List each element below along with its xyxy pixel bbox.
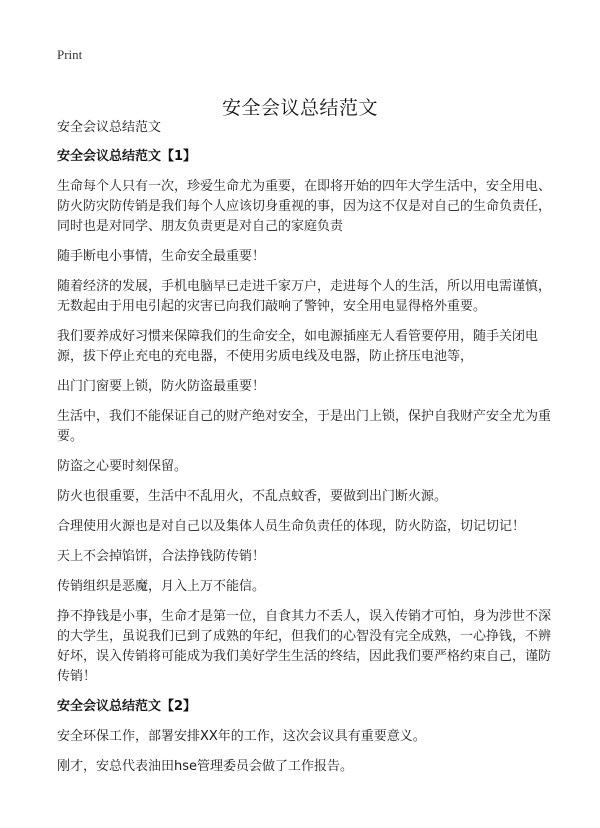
paragraph: 随着经济的发展，手机电脑早已走进千家万户，走进每个人的生活，所以用电需谨慎，无数起由于用电引起的灾害已向我们敲响了警钟，安全用电显得格外重要。	[57, 279, 552, 314]
paragraph: 随手断电小事情，生命安全最重要！	[57, 249, 266, 264]
paragraph: 生活中，我们不能保证自己的财产绝对安全，于是出门上锁，保护自我财产安全尤为重要。	[57, 409, 552, 444]
paragraph: 防盗之心要时刻保留。	[57, 459, 188, 474]
paragraph: 挣不挣钱是小事，生命才是第一位，自食其力不丢人，误入传销才可怕，身为涉世不深的大学生，虽说我们已到了成熟的年纪，但我们的心智没有完全成熟，一心挣钱，不辨好坏，误入传销将可能成为我们美好学生生活的终结，因此我们要严格约束自己，谨防传销！	[57, 609, 552, 684]
paragraph: 天上不会掉馅饼，合法挣钱防传销！	[57, 549, 266, 564]
paragraph: 我们要养成好习惯来保障我们的生命安全，如电源插座无人看管要停用，随手关闭电源，拔下停止充电的充电器，不使用劣质电线及电器，防止挤压电池等，	[57, 329, 539, 364]
document-title: 安全会议总结范文	[221, 96, 378, 119]
print-label: Print	[57, 47, 83, 62]
paragraph: 防火也很重要，生活中不乱用火，不乱点蚊香，要做到出门断火源。	[57, 489, 448, 504]
paragraph: 安全环保工作，部署安排XX年的工作，这次会议具有重要意义。	[57, 729, 426, 744]
paragraph: 传销组织是恶魔，月入上万不能信。	[57, 579, 266, 594]
section-heading-2: 安全会议总结范文【2】	[57, 699, 197, 714]
section-heading-1: 安全会议总结范文【1】	[57, 149, 197, 164]
paragraph: 合理使用火源也是对自己以及集体人员生命负责任的体现，防火防盗，切记切记！	[57, 519, 526, 534]
paragraph: 生命每个人只有一次，珍爱生命尤为重要，在即将开始的四年大学生活中，安全用电、防火防灾防传销是我们每个人应该切身重视的事，因为这不仅是对自己的生命负责任，同时也是对同学、朋友负责更是对自己的家庭负责	[57, 179, 552, 234]
document-body	[57, 118, 552, 787]
paragraph: 出门门窗要上锁，防火防盗最重要！	[57, 379, 266, 394]
document-subtitle: 安全会议总结范文	[57, 120, 162, 135]
paragraph: 刚才，安总代表油田hse管理委员会做了工作报告。	[57, 759, 354, 774]
